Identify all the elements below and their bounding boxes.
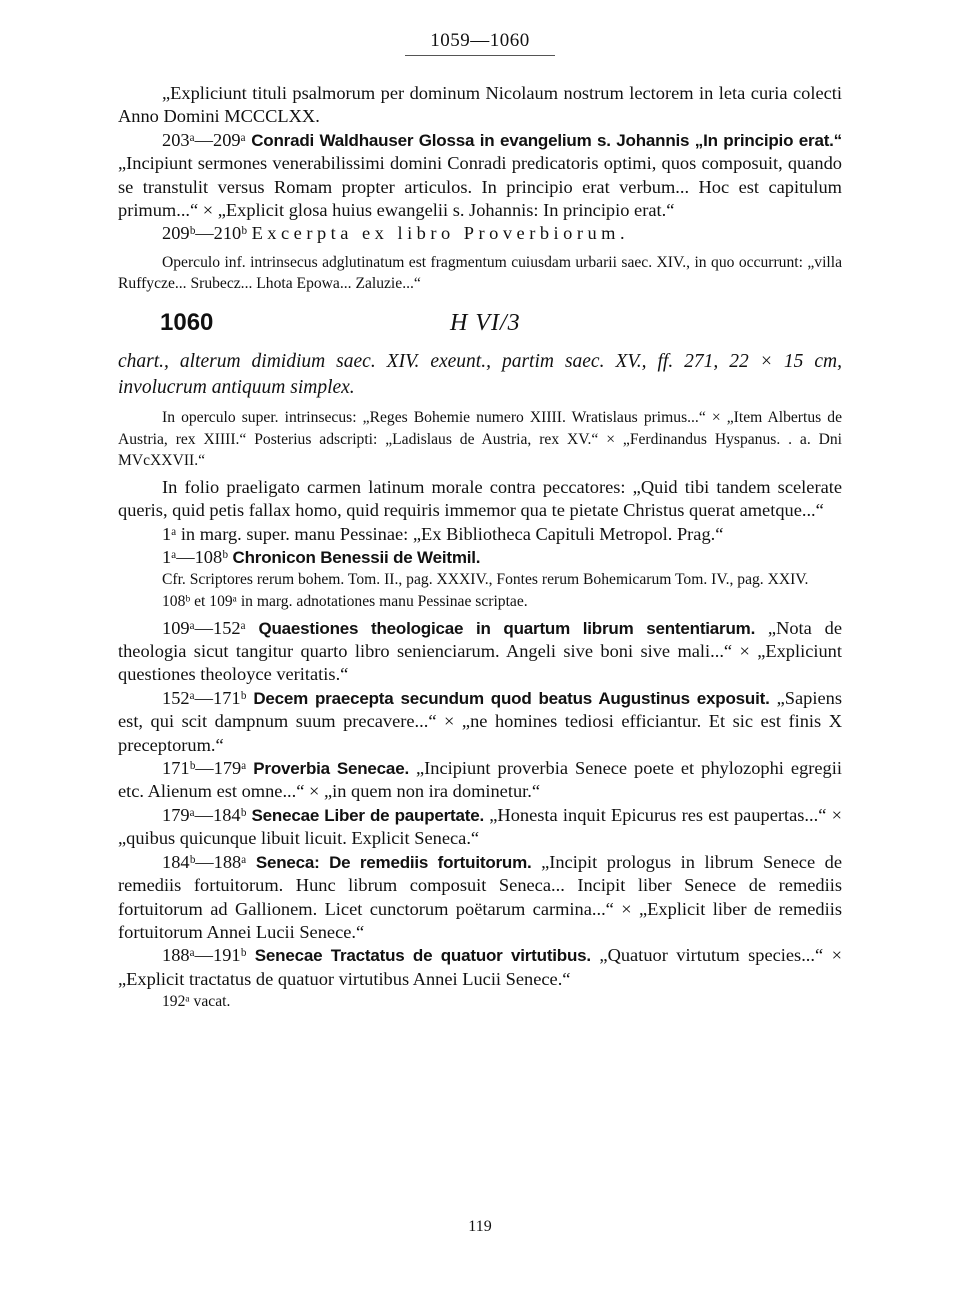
work-title: Senecae Tractatus de quatuor virtutibus.: [254, 946, 591, 966]
work-title: Senecae Liber de paupertate.: [251, 805, 485, 825]
cfr-note: Cfr. Scriptores rerum bohem. Tom. II., pag. XXXIV., Fontes rerum Bohemicarum Tom. IV., pag. XXIV.: [162, 571, 809, 589]
vacat-note: 192ᵃ vacat.: [162, 993, 231, 1011]
folio-range: 109ᵃ—152ᵃ: [162, 617, 246, 638]
work-title: Chronicon Benessii de Weitmil.: [232, 548, 481, 568]
incipit-text: „Sapiens est, qui scit dampnum suum precavere...“ × „ne homines tediosi efficiantur. Et sic est finis X preceptorum.“: [118, 687, 842, 755]
page-body: [118, 30, 842, 1013]
folio-range: 179ᵃ—184ᵇ: [162, 804, 247, 825]
folio-range: 152ᵃ—171ᵇ: [162, 687, 247, 708]
entry-number: 1060: [160, 309, 214, 337]
incipit-text: „Incipiunt sermones venerabilissimi domini Conradi predicatoris optimi, quos composuit, quando se transtulit versus Romam propter articulos. In principio erat verbum... Hoc est capitulum primum...“ × „Explicit glosa huius ewangelii s. Johannis: In principio erat.“: [118, 153, 842, 221]
proverbia-paragraph: [118, 757, 842, 804]
entry-heading: [118, 309, 842, 337]
folio-range: 188ᵃ—191ᵇ: [162, 945, 247, 966]
shelf-mark: H VI/3: [450, 310, 521, 337]
folio-range: 209ᵇ—210ᵇ: [162, 223, 247, 244]
folio-praeligato-paragraph: In folio praeligato carmen latinum morale contra peccatores: „Quid tibi tandem scelerate queris, quid petis fallax homo, quid requiris immemor qua te pietate Christus querat ametque...“: [118, 476, 842, 521]
incipit-text: „Nota de theologia sicut tangitur quarto libro senienciarum. Angeli sive boni sive mali...“ × „Expliciunt questiones theoloyce veritatis.“: [118, 617, 842, 685]
folio-range: 203ᵃ—209ᵃ: [162, 129, 246, 150]
remediis-paragraph: [118, 851, 842, 945]
work-title: Excerpta ex libro Proverbiorum.: [251, 223, 630, 244]
explicit-paragraph: „Expliciunt tituli psalmorum per dominum Nicolaum nostrum lectorem in leta curia colecti Anno Domini MCCCLXX.: [118, 83, 842, 127]
operculo-super-note: In operculo super. intrinsecus: „Reges Bohemie numero XIIII. Wratislaus primus...“ × „Item Albertus de Austria, rex XIIII.“ Posterius adscripti: „Ladislaus de Austria, rex XV.“ × „Ferdinandus Hyspanus. . a. Dni MVcXXVII.“: [118, 409, 842, 470]
incipit-text: „Honesta inquit Epicurus res est paupertas...“ × „quibus quicunque libuit licuit. Explicit Seneca.“: [118, 804, 842, 849]
work-title: Proverbia Senecae.: [253, 759, 409, 779]
work-title: Conradi Waldhauser Glossa in evangelium s. Johannis „In principio erat.“: [251, 130, 842, 150]
item-203-paragraph: [118, 129, 842, 223]
folio-range: 184ᵇ—188ᵃ: [162, 851, 247, 872]
decem-praecepta-paragraph: [118, 687, 842, 757]
virtutibus-paragraph: [118, 944, 842, 991]
margin-note-paragraph: 1ᵃ in marg. super. manu Pessinae: „Ex Bibliotheca Capituli Metropol. Prag.“: [162, 523, 724, 544]
folio-range: 1ᵃ—108ᵇ: [162, 547, 228, 568]
operculo-note: Operculo inf. intrinsecus adglutinatum est fragmentum cuiusdam urbarii saec. XIV., in quo occurrunt: „villa Ruffycze... Srubecz... Lhota Epowa... Zaluzie...“: [118, 253, 842, 293]
paupertate-paragraph: [118, 804, 842, 851]
incipit-text: „Incipiunt proverbia Senece poete et phylozophi egregii etc. Alienum est omne...“ × „in quem non ira dominetur.“: [118, 758, 842, 802]
work-title: Seneca: De remediis fortuitorum.: [255, 852, 532, 872]
chronicon-paragraph: [118, 546, 842, 569]
header-rule: [405, 55, 555, 56]
running-header: 1059—1060: [430, 30, 530, 51]
adnotationes-note: 108ᵇ et 109ᵃ in marg. adnotationes manu Pessinae scriptae.: [162, 593, 528, 611]
work-title: Decem praecepta secundum quod beatus Augustinus exposuit.: [253, 688, 770, 708]
quaestiones-paragraph: [118, 617, 842, 687]
folio-range: 171ᵇ—179ᵃ: [162, 758, 247, 779]
page-number: 119: [468, 1218, 492, 1235]
incipit-text: „Quatuor virtutum species...“ × „Explicit tractatus de quatuor virtutibus Annei Lucii Senece.“: [118, 945, 842, 989]
physical-description: chart., alterum dimidium saec. XIV. exeunt., partim saec. XV., ff. 271, 22 × 15 cm, involucrum antiquum simplex.: [118, 351, 842, 399]
work-title: Quaestiones theologicae in quartum librum sententiarum.: [258, 618, 756, 638]
incipit-text: „Incipit prologus in librum Senece de remediis fortuitorum. Hunc librum composuit Seneca... Incipit liber Senece de remediis fortuitorum ad Gallionem. Licet cunctorum poëtarum carmina...“ × „Explicit liber de remediis fortuitorum Annei Lucii Senece.“: [118, 851, 842, 942]
item-209-paragraph: [118, 222, 842, 245]
